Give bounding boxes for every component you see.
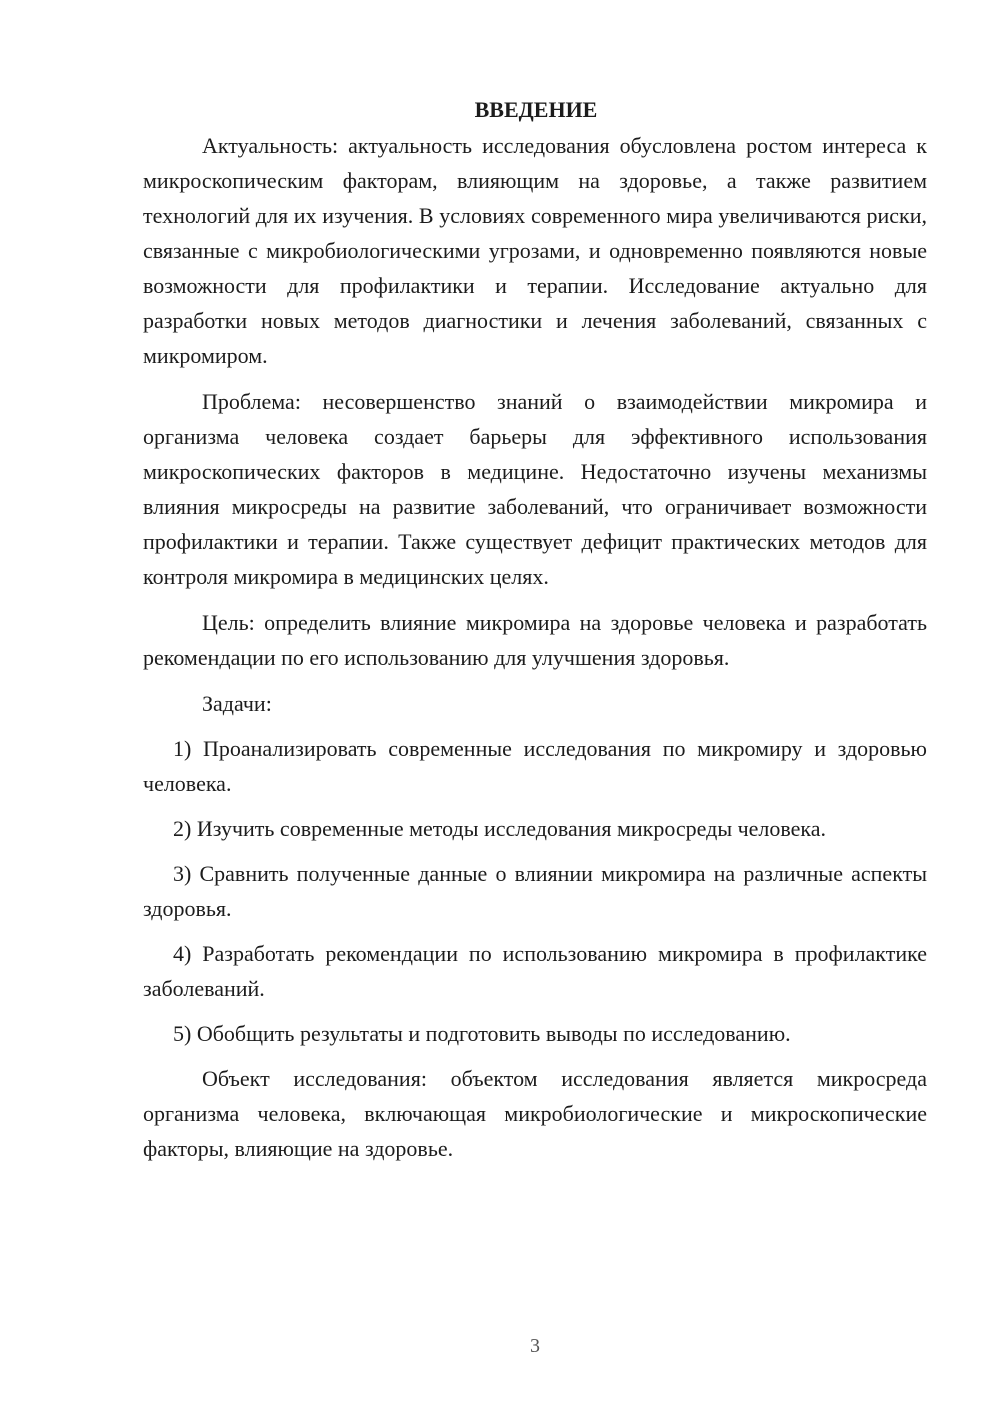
paragraph-problem: Проблема: несовершенство знаний о взаимодействии микромира и организма человека создает барьеры для эффективного использования микроскопических факторов в медицине. Недостаточно изучены механизмы влияния микросреды на развитие заболеваний, что ограничивает возможности профилактики и терапии. Также существует дефицит практических методов для контроля микромира в медицинских целях.: [143, 389, 927, 589]
page-number: 3: [530, 1335, 540, 1357]
paragraph-goal: Цель: определить влияние микромира на здоровье человека и разработать рекомендации по его использованию для улучшения здоровья.: [143, 610, 927, 670]
document-body: [143, 92, 927, 1166]
section-heading: ВВЕДЕНИЕ: [474, 97, 598, 122]
tasks-label: Задачи:: [202, 691, 272, 716]
paragraph-relevance: Актуальность: актуальность исследования обусловлена ростом интереса к микроскопическим факторам, влияющим на здоровье, а также развитием технологий для их изучения. В условиях современного мира увеличиваются риски, связанные с микробиологическими угрозами, и одновременно появляются новые возможности для профилактики и терапии. Исследование актуально для разработки новых методов диагностики и лечения заболеваний, связанных с микромиром.: [143, 133, 927, 368]
list-item-task-5: 5) Обобщить результаты и подготовить выводы по исследованию.: [173, 1021, 791, 1046]
list-item-task-4: 4) Разработать рекомендации по использованию микромира в профилактике заболеваний.: [143, 941, 927, 1001]
paragraph-object: Объект исследования: объектом исследования является микросреда организма человека, включающая микробиологические и микроскопические факторы, влияющие на здоровье.: [143, 1066, 927, 1161]
list-item-task-3: 3) Сравнить полученные данные о влиянии микромира на различные аспекты здоровья.: [143, 861, 927, 921]
list-item-task-2: 2) Изучить современные методы исследования микросреды человека.: [173, 816, 827, 841]
list-item-task-1: 1) Проанализировать современные исследования по микромиру и здоровью человека.: [143, 736, 927, 796]
